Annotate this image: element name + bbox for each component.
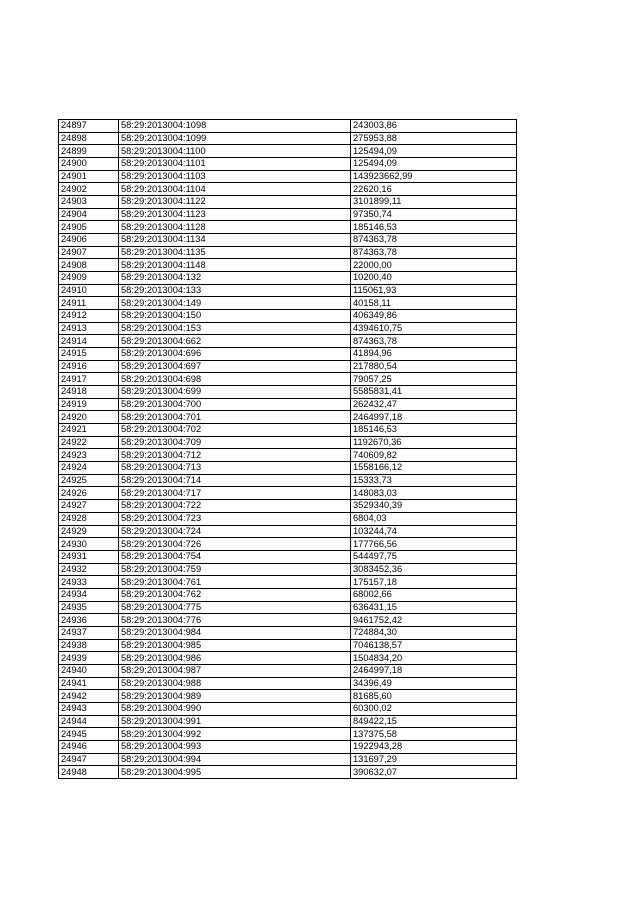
row-number-cell: 24908 [59,259,119,272]
table-row [59,690,517,703]
cadastral-number-cell: 58:29:2013004:1099 [119,132,351,145]
value-cell: 724884,30 [351,626,517,639]
row-number-cell: 24940 [59,664,119,677]
row-number-cell: 24925 [59,474,119,487]
table-row [59,639,517,652]
cadastral-number-cell: 58:29:2013004:754 [119,550,351,563]
table-row [59,601,517,614]
row-number-cell: 24924 [59,462,119,475]
value-cell: 185146,53 [351,424,517,437]
table-row [59,158,517,171]
value-cell: 2464997,18 [351,664,517,677]
cadastral-number-cell: 58:29:2013004:995 [119,766,351,779]
value-cell: 125494,09 [351,158,517,171]
cadastral-number-cell: 58:29:2013004:992 [119,728,351,741]
row-number-cell: 24932 [59,563,119,576]
cadastral-number-cell: 58:29:2013004:1100 [119,145,351,158]
row-number-cell: 24905 [59,221,119,234]
row-number-cell: 24929 [59,525,119,538]
cadastral-number-cell: 58:29:2013004:701 [119,411,351,424]
row-number-cell: 24928 [59,512,119,525]
row-number-cell: 24941 [59,677,119,690]
row-number-cell: 24897 [59,120,119,133]
cadastral-number-cell: 58:29:2013004:726 [119,538,351,551]
value-cell: 10200,40 [351,272,517,285]
row-number-cell: 24899 [59,145,119,158]
row-number-cell: 24919 [59,398,119,411]
cadastral-number-cell: 58:29:2013004:133 [119,284,351,297]
row-number-cell: 24910 [59,284,119,297]
row-number-cell: 24926 [59,487,119,500]
cadastral-number-cell: 58:29:2013004:1104 [119,183,351,196]
value-cell: 4394610,75 [351,322,517,335]
cadastral-number-cell: 58:29:2013004:713 [119,462,351,475]
value-cell: 5585831,41 [351,386,517,399]
cadastral-number-cell: 58:29:2013004:991 [119,715,351,728]
cadastral-number-cell: 58:29:2013004:1128 [119,221,351,234]
value-cell: 6804,03 [351,512,517,525]
cadastral-number-cell: 58:29:2013004:709 [119,436,351,449]
table-row [59,563,517,576]
row-number-cell: 24935 [59,601,119,614]
value-cell: 15333,73 [351,474,517,487]
value-cell: 544497,75 [351,550,517,563]
cadastral-number-cell: 58:29:2013004:989 [119,690,351,703]
table-row [59,487,517,500]
row-number-cell: 24946 [59,740,119,753]
table-row [59,702,517,715]
row-number-cell: 24911 [59,297,119,310]
row-number-cell: 24904 [59,208,119,221]
table-row [59,411,517,424]
cadastral-number-cell: 58:29:2013004:759 [119,563,351,576]
value-cell: 175157,18 [351,576,517,589]
cadastral-number-cell: 58:29:2013004:153 [119,322,351,335]
row-number-cell: 24948 [59,766,119,779]
value-cell: 148083,03 [351,487,517,500]
cadastral-number-cell: 58:29:2013004:1101 [119,158,351,171]
value-cell: 2464997,18 [351,411,517,424]
value-cell: 874363,78 [351,234,517,247]
table-row [59,677,517,690]
value-cell: 185146,53 [351,221,517,234]
table-row [59,500,517,513]
table-row [59,614,517,627]
value-cell: 849422,15 [351,715,517,728]
cadastral-number-cell: 58:29:2013004:1103 [119,170,351,183]
cadastral-number-cell: 58:29:2013004:986 [119,652,351,665]
row-number-cell: 24913 [59,322,119,335]
row-number-cell: 24936 [59,614,119,627]
table-row [59,284,517,297]
table-row [59,132,517,145]
value-cell: 1922943,28 [351,740,517,753]
table-row [59,424,517,437]
cadastral-number-cell: 58:29:2013004:698 [119,373,351,386]
value-cell: 7046138,57 [351,639,517,652]
cadastral-number-cell: 58:29:2013004:150 [119,310,351,323]
row-number-cell: 24900 [59,158,119,171]
cadastral-number-cell: 58:29:2013004:724 [119,525,351,538]
cadastral-number-cell: 58:29:2013004:993 [119,740,351,753]
value-cell: 1192670,36 [351,436,517,449]
table-row [59,766,517,779]
cadastral-number-cell: 58:29:2013004:697 [119,360,351,373]
row-number-cell: 24916 [59,360,119,373]
cadastral-number-cell: 58:29:2013004:1135 [119,246,351,259]
row-number-cell: 24921 [59,424,119,437]
table-row [59,310,517,323]
table-row [59,272,517,285]
row-number-cell: 24944 [59,715,119,728]
value-cell: 217880,54 [351,360,517,373]
table-row [59,246,517,259]
cadastral-number-cell: 58:29:2013004:994 [119,753,351,766]
value-cell: 636431,15 [351,601,517,614]
cadastral-number-cell: 58:29:2013004:987 [119,664,351,677]
value-cell: 390632,07 [351,766,517,779]
table-row [59,170,517,183]
cadastral-number-cell: 58:29:2013004:149 [119,297,351,310]
value-cell: 874363,78 [351,246,517,259]
value-cell: 874363,78 [351,335,517,348]
cadastral-number-cell: 58:29:2013004:761 [119,576,351,589]
table-row [59,145,517,158]
row-number-cell: 24939 [59,652,119,665]
table-row [59,664,517,677]
cadastral-number-cell: 58:29:2013004:722 [119,500,351,513]
cadastral-number-cell: 58:29:2013004:702 [119,424,351,437]
value-cell: 3529340,39 [351,500,517,513]
table-row [59,740,517,753]
table-row [59,436,517,449]
cadastral-number-cell: 58:29:2013004:985 [119,639,351,652]
cadastral-number-cell: 58:29:2013004:132 [119,272,351,285]
table-row [59,512,517,525]
table-row [59,221,517,234]
table-row [59,728,517,741]
cadastral-number-cell: 58:29:2013004:1134 [119,234,351,247]
cadastral-number-cell: 58:29:2013004:723 [119,512,351,525]
cadastral-number-cell: 58:29:2013004:1123 [119,208,351,221]
cadastral-number-cell: 58:29:2013004:717 [119,487,351,500]
value-cell: 81685,60 [351,690,517,703]
cadastral-number-cell: 58:29:2013004:984 [119,626,351,639]
row-number-cell: 24937 [59,626,119,639]
table-row [59,373,517,386]
row-number-cell: 24907 [59,246,119,259]
table-row [59,626,517,639]
table-row [59,183,517,196]
table-row [59,297,517,310]
table-row [59,322,517,335]
row-number-cell: 24918 [59,386,119,399]
cadastral-value-table [58,119,517,779]
cadastral-number-cell: 58:29:2013004:762 [119,588,351,601]
table-row [59,538,517,551]
value-cell: 41894,96 [351,348,517,361]
value-cell: 275953,88 [351,132,517,145]
table-row [59,196,517,209]
value-cell: 1558166,12 [351,462,517,475]
cadastral-number-cell: 58:29:2013004:700 [119,398,351,411]
row-number-cell: 24945 [59,728,119,741]
table-row [59,588,517,601]
value-cell: 40158,11 [351,297,517,310]
value-cell: 103244,74 [351,525,517,538]
value-cell: 22620,16 [351,183,517,196]
row-number-cell: 24934 [59,588,119,601]
cadastral-number-cell: 58:29:2013004:1122 [119,196,351,209]
table-row [59,753,517,766]
row-number-cell: 24912 [59,310,119,323]
value-cell: 9461752,42 [351,614,517,627]
row-number-cell: 24909 [59,272,119,285]
table-row [59,550,517,563]
table-row [59,576,517,589]
value-cell: 243003,86 [351,120,517,133]
row-number-cell: 24917 [59,373,119,386]
value-cell: 177766,56 [351,538,517,551]
cadastral-number-cell: 58:29:2013004:990 [119,702,351,715]
row-number-cell: 24938 [59,639,119,652]
value-cell: 34396,49 [351,677,517,690]
value-cell: 97350,74 [351,208,517,221]
table-row [59,208,517,221]
table-row [59,474,517,487]
table-row [59,715,517,728]
value-cell: 60300,02 [351,702,517,715]
cadastral-number-cell: 58:29:2013004:1098 [119,120,351,133]
table-row [59,234,517,247]
value-cell: 3083452,36 [351,563,517,576]
table-row [59,449,517,462]
row-number-cell: 24942 [59,690,119,703]
value-cell: 79057,25 [351,373,517,386]
value-cell: 262432,47 [351,398,517,411]
row-number-cell: 24915 [59,348,119,361]
cadastral-number-cell: 58:29:2013004:712 [119,449,351,462]
row-number-cell: 24927 [59,500,119,513]
table-row [59,462,517,475]
value-cell: 740609,82 [351,449,517,462]
cadastral-number-cell: 58:29:2013004:988 [119,677,351,690]
cadastral-number-cell: 58:29:2013004:776 [119,614,351,627]
table-row [59,652,517,665]
row-number-cell: 24906 [59,234,119,247]
row-number-cell: 24943 [59,702,119,715]
row-number-cell: 24930 [59,538,119,551]
cadastral-number-cell: 58:29:2013004:775 [119,601,351,614]
table-row [59,120,517,133]
row-number-cell: 24931 [59,550,119,563]
row-number-cell: 24923 [59,449,119,462]
value-cell: 137375,58 [351,728,517,741]
value-cell: 1504834,20 [351,652,517,665]
row-number-cell: 24898 [59,132,119,145]
value-cell: 131697,29 [351,753,517,766]
value-cell: 125494,09 [351,145,517,158]
row-number-cell: 24947 [59,753,119,766]
table-row [59,348,517,361]
table-row [59,360,517,373]
cadastral-number-cell: 58:29:2013004:1148 [119,259,351,272]
table-row [59,386,517,399]
value-cell: 68002,66 [351,588,517,601]
cadastral-number-cell: 58:29:2013004:699 [119,386,351,399]
row-number-cell: 24902 [59,183,119,196]
row-number-cell: 24922 [59,436,119,449]
table-body [59,120,517,779]
table-row [59,335,517,348]
row-number-cell: 24933 [59,576,119,589]
value-cell: 406349,86 [351,310,517,323]
table-row [59,259,517,272]
row-number-cell: 24901 [59,170,119,183]
row-number-cell: 24920 [59,411,119,424]
cadastral-number-cell: 58:29:2013004:714 [119,474,351,487]
row-number-cell: 24903 [59,196,119,209]
value-cell: 143923662,99 [351,170,517,183]
cadastral-number-cell: 58:29:2013004:696 [119,348,351,361]
row-number-cell: 24914 [59,335,119,348]
table-row [59,398,517,411]
table-row [59,525,517,538]
value-cell: 115061,93 [351,284,517,297]
value-cell: 22000,00 [351,259,517,272]
cadastral-number-cell: 58:29:2013004:662 [119,335,351,348]
value-cell: 3101899,11 [351,196,517,209]
